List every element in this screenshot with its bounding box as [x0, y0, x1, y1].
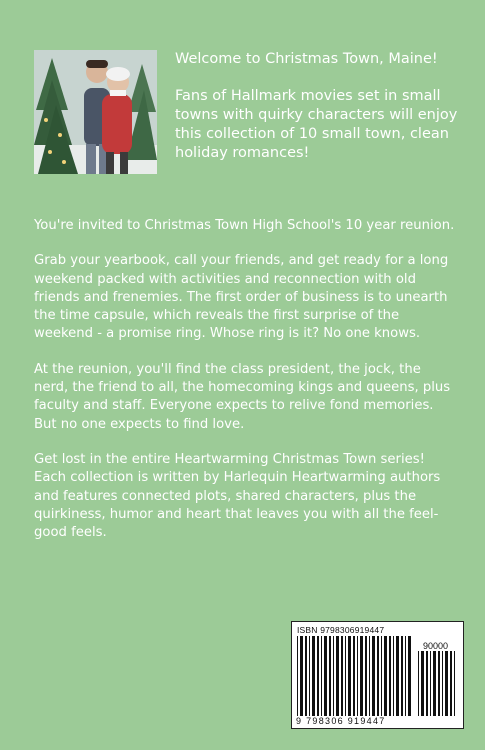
description-block [34, 217, 459, 559]
tagline-intro: Fans of Hallmark movies set in small towns with quirky characters will enjoy this collection of 10 small town, clean holiday romances! [175, 88, 458, 161]
description-paragraph-1: You're invited to Christmas Town High School's 10 year reunion. [34, 218, 455, 233]
description-paragraph-4: Get lost in the entire Heartwarming Christmas Town series! Each collection is written by Harlequin Heartwarming authors and features connected plots, shared characters, plus the quirkiness, humor and heart that leaves you with all the feel-good feels. [34, 451, 441, 541]
isbn-label: ISBN 9798306919447 [297, 625, 385, 635]
description-paragraph-2: Grab your yearbook, call your friends, and get ready for a long weekend packed with activities and reconnection with old friends and frenemies. The first order of business is to unearth the time capsule, which reveals the first surprise of the weekend - a promise ring. Whose ring is it? No one knows. [34, 253, 449, 342]
isbn-barcode [291, 621, 464, 729]
main-barcode-icon [297, 636, 413, 716]
cover-photo [34, 50, 157, 174]
tagline-heading: Welcome to Christmas Town, Maine! [175, 51, 438, 67]
barcode-digits: 9 798306 919447 [296, 716, 386, 726]
description-paragraph-3: At the reunion, you'll find the class president, the jock, the nerd, the friend to all, the homecoming kings and queens, plus faculty and staff. Everyone expects to relive fond memories. But no one expects to find love. [34, 361, 451, 432]
price-code: 90000 [423, 641, 449, 651]
addon-barcode-icon [418, 651, 458, 716]
couple-christmas-photo-icon [34, 50, 157, 174]
tagline-block [175, 50, 465, 181]
